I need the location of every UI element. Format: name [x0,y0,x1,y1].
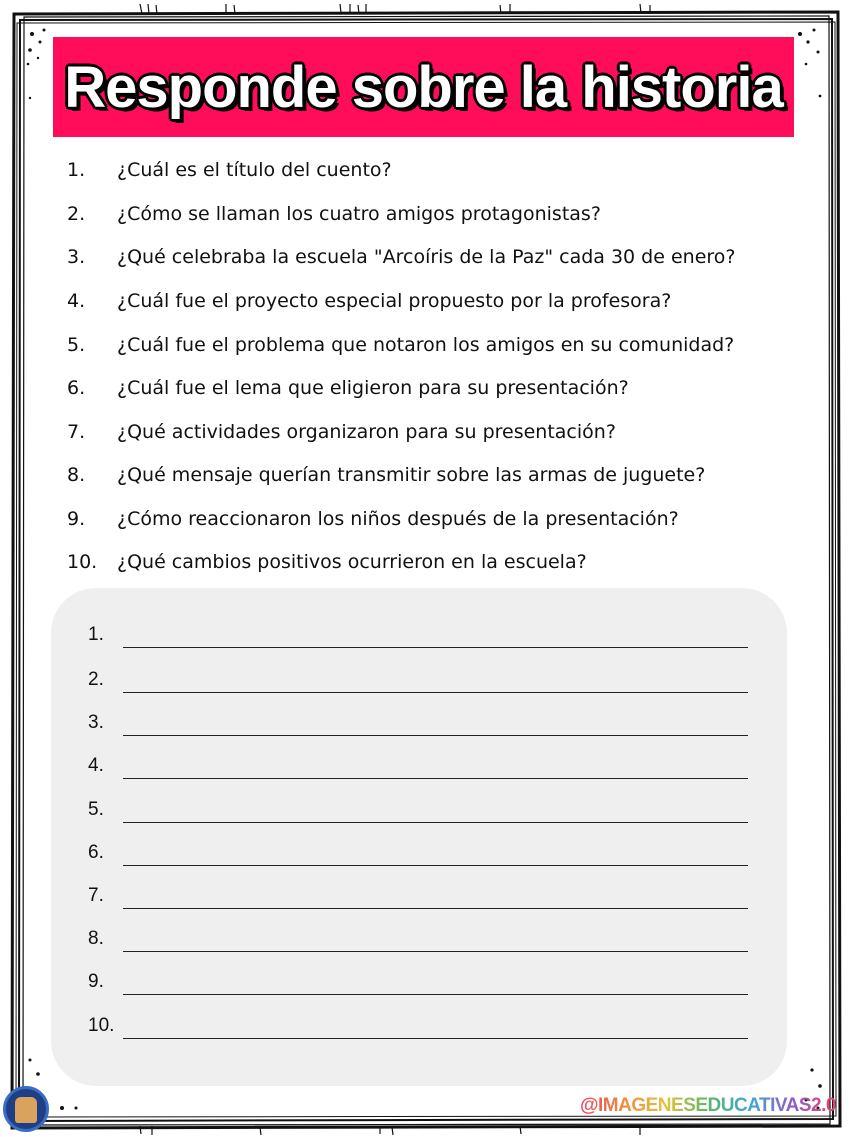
answer-underline[interactable] [123,822,748,823]
teacher-logo-icon [3,1086,49,1132]
answer-line[interactable] [51,663,787,693]
question-number: 5. [67,334,86,356]
answer-underline[interactable] [123,951,748,952]
answer-number: 5. [88,799,104,820]
answer-underline[interactable] [123,647,748,648]
question-number: 7. [67,421,86,443]
answer-underline[interactable] [123,865,748,866]
watermark-text: @IMAGENESEDUCATIVAS2.0 [580,1095,836,1116]
answer-line[interactable] [51,922,787,952]
answer-number: 10. [88,1015,115,1036]
question-text: ¿Qué mensaje querían transmitir sobre las armas de juguete? [117,464,706,486]
question-text: ¿Qué celebraba la escuela "Arcoíris de la Paz" cada 30 de enero? [117,246,736,268]
question-number: 1. [67,159,86,181]
answer-line[interactable] [51,1009,787,1039]
answer-number: 6. [88,842,104,863]
teacher-figure-icon [15,1097,37,1123]
answer-number: 7. [88,885,104,906]
answer-underline[interactable] [123,908,748,909]
answer-line[interactable] [51,706,787,736]
question-text: ¿Cuál fue el lema que eligieron para su presentación? [117,377,629,399]
question-number: 2. [67,203,86,225]
question-text: ¿Cómo reaccionaron los niños después de la presentación? [117,508,679,530]
question-number: 9. [67,508,86,530]
question-text: ¿Cuál fue el problema que notaron los amigos en su comunidad? [117,334,735,356]
answer-line[interactable] [51,836,787,866]
question-number: 6. [67,377,86,399]
answer-underline[interactable] [123,692,748,693]
answer-line[interactable] [51,965,787,995]
answer-number: 4. [88,755,104,776]
answer-panel [51,588,787,1086]
answer-line[interactable] [51,749,787,779]
question-text: ¿Qué cambios positivos ocurrieron en la escuela? [117,551,587,573]
question-text: ¿Cómo se llaman los cuatro amigos protagonistas? [117,203,601,225]
question-text: ¿Cuál es el título del cuento? [117,159,392,181]
question-text: ¿Qué actividades organizaron para su presentación? [117,421,616,443]
answer-underline[interactable] [123,735,748,736]
answer-number: 2. [88,669,104,690]
question-number: 10. [67,551,98,573]
answer-line[interactable] [51,618,787,648]
page-title: Responde sobre la historia [64,54,783,120]
question-number: 3. [67,246,86,268]
answer-line[interactable] [51,793,787,823]
answer-number: 8. [88,928,104,949]
answer-number: 1. [88,624,104,645]
answer-underline[interactable] [123,994,748,995]
answer-number: 3. [88,712,104,733]
title-container [53,37,794,137]
answer-number: 9. [88,971,104,992]
answer-underline[interactable] [123,778,748,779]
question-number: 8. [67,464,86,486]
answer-underline[interactable] [123,1038,748,1039]
question-number: 4. [67,290,86,312]
answer-line[interactable] [51,879,787,909]
question-text: ¿Cuál fue el proyecto especial propuesto por la profesora? [117,290,672,312]
